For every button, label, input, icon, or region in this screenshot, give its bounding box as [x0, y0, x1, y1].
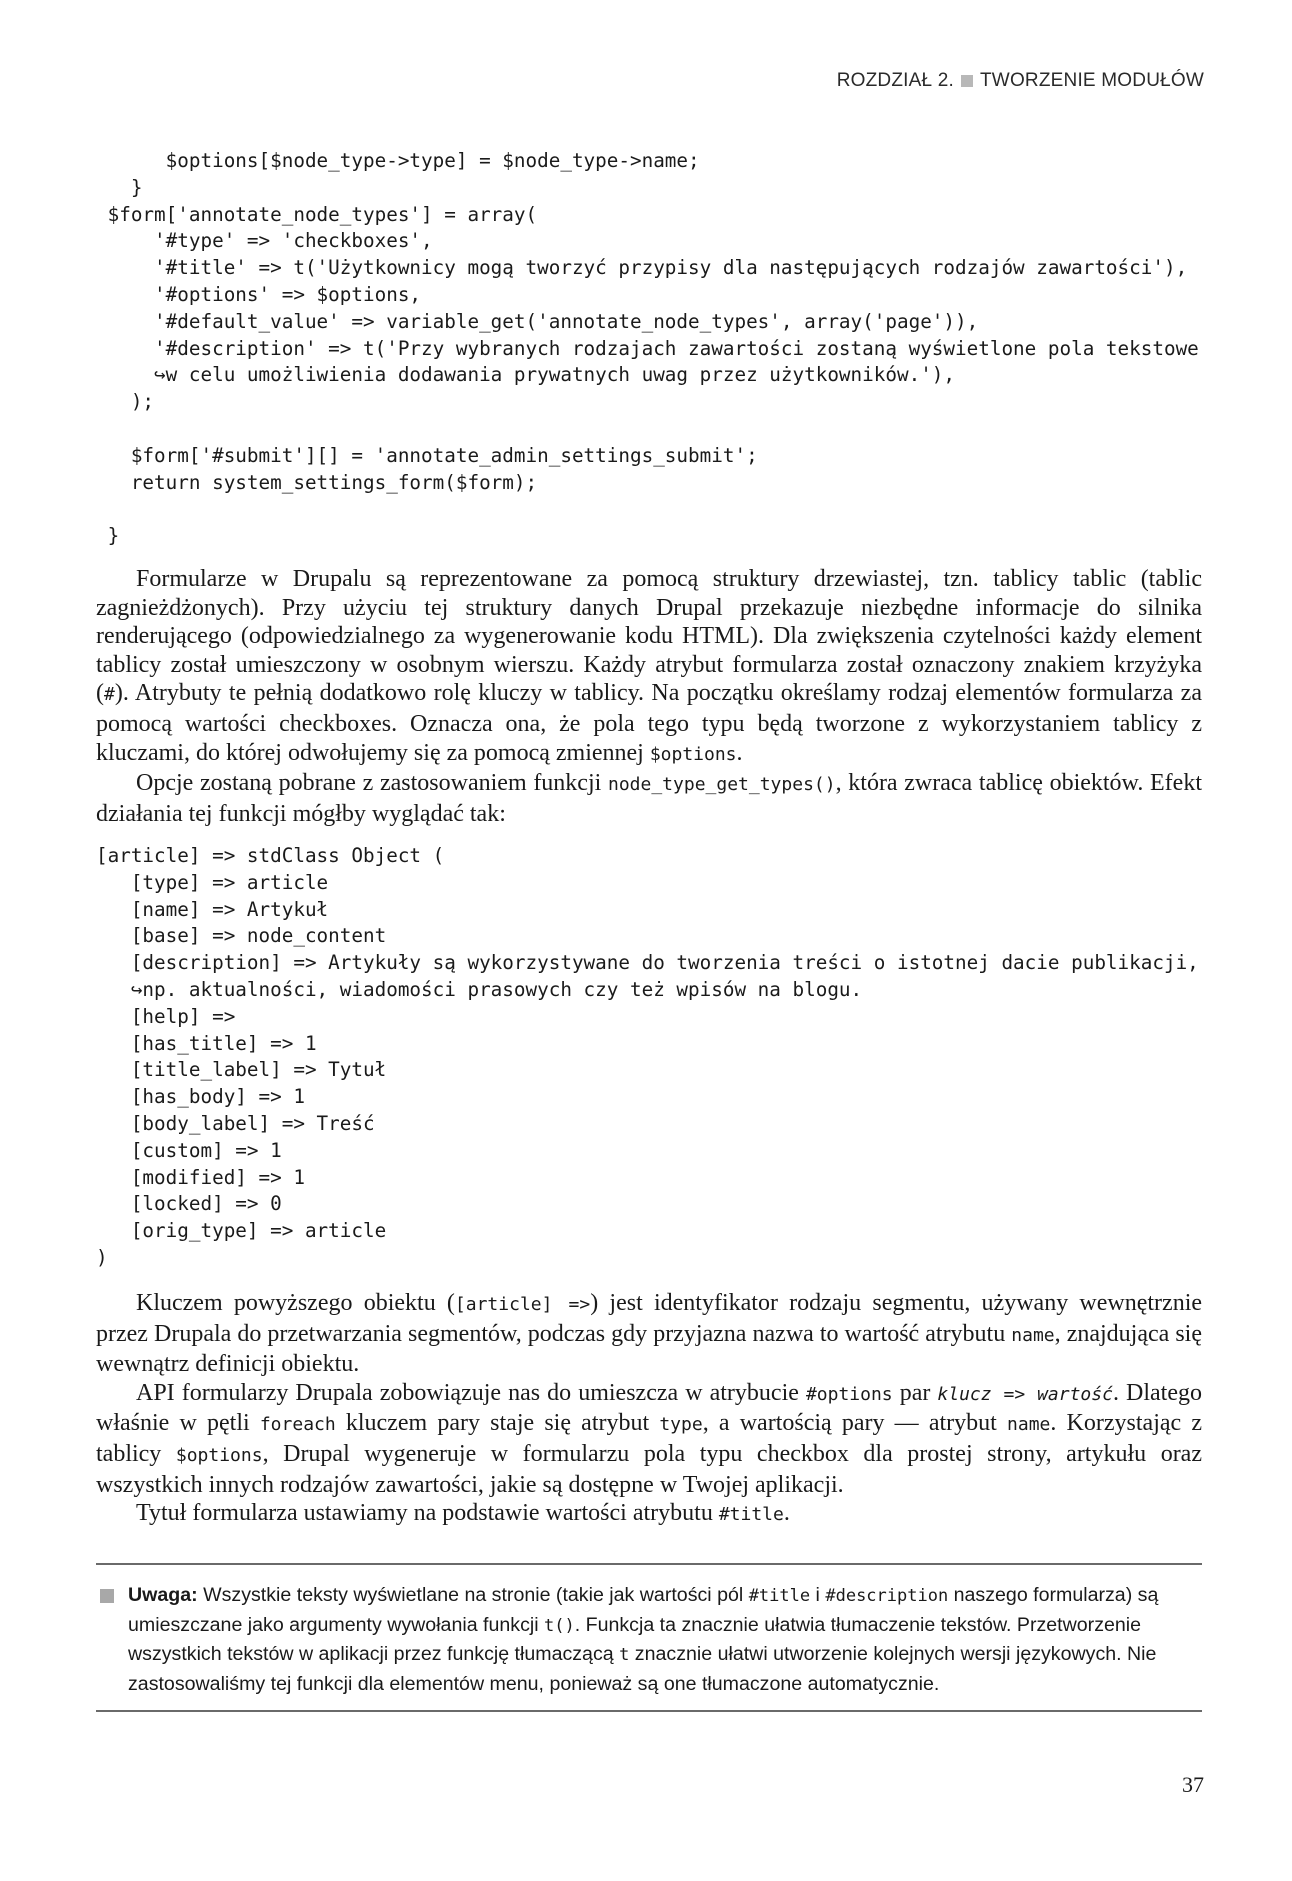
- paragraph: Opcje zostaną pobrane z zastosowaniem funkcji node_type_get_types(), która zwraca tablicę obiektów. Efekt działania tej funkcji mógłby wyglądać tak:: [96, 770, 1202, 827]
- paragraph: API formularzy Drupala zobowiązuje nas do umieszcza w atrybucie #options par klucz => wartość. Dlatego właśnie w pętli foreach kluczem pary staje się atrybut type, a wartością pary — atrybut name. Korzystając z tablicy $options, Drupal wygeneruje w formularzu pola typu checkbox dla prostej strony, artykułu oraz wszystkich innych rodzajów zawartości, jakie są dostępne w Twojej aplikacji.: [96, 1379, 1202, 1498]
- note-box: [96, 1581, 1202, 1698]
- paragraph: Kluczem powyższego obiektu ([article] =>) jest identyfikator rodzaju segmentu, używany wewnętrznie przez Drupala do przetwarzania segmentów, podczas gdy przyjazna nazwa to wartość atrybutu name, znajdująca się wewnątrz definicji obiektu.: [96, 1290, 1203, 1378]
- square-bullet-icon: [961, 75, 973, 87]
- chapter-label: ROZDZIAŁ 2.: [836, 70, 954, 91]
- body-text-2: [96, 1289, 1202, 1530]
- page-number: 37: [1182, 1772, 1204, 1797]
- note-bottom-rule: [96, 1710, 1202, 1712]
- paragraph: Tytuł formularza ustawiamy na podstawie wartości atrybutu #title.: [136, 1500, 790, 1527]
- running-header: [837, 70, 1204, 92]
- body-text-1: [96, 565, 1202, 828]
- paragraph: Formularze w Drupalu są reprezentowane za pomocą struktury drzewiastej, tzn. tablicy tablic (tablic zagnieżdżonych). Przy użyciu tej struktury danych Drupal przekazuje niezbędne informacje do silnika renderującego (odpowiedzialnego za wygenerowanie kodu HTML). Dla zwiększenia czytelności każdy element tablicy został umieszczony w osobnym wierszu. Każdy atrybut formularza został oznaczony znakiem krzyżyka (#). Atrybuty te pełnią dodatkowo rolę kluczy w tablicy. Na początku określamy rodzaj elementów formularza za pomocą wartości checkboxes. Oznacza ona, że pola tego typu będą tworzone z wykorzystaniem tablicy z kluczami, do której odwołujemy się za pomocą zmiennej $options.: [96, 566, 1202, 766]
- note-text: Uwaga: Wszystkie teksty wyświetlane na stronie (takie jak wartości pól #title i #description naszego formularza) są umieszczane jako argumenty wywołania funkcji t(). Funkcja ta znacznie ułatwia tłumaczenie tekstów. Przetworzenie wszystkich tekstów w aplikacji przez funkcję tłumaczącą t znacznie ułatwi utworzenie kolejnych wersji językowych. Nie zastosowaliśmy tej funkcji dla elementów menu, ponieważ są one tłumaczone automatycznie.: [128, 1584, 1159, 1695]
- chapter-title: TWORZENIE MODUŁÓW: [980, 70, 1204, 91]
- note-icon: [100, 1589, 114, 1603]
- note-top-rule: [96, 1563, 1202, 1565]
- note-label: Uwaga:: [128, 1584, 198, 1606]
- code-block-form-definition: $options[$node_type->type] = $node_type->name; } $form['annotate_node_types'] = array( '#type' => 'checkboxes', '#title' => t('Użytkownicy mogą tworzyć przypisy dla następujących rodzajów zawartości'), '#options' => $options, '#default_value' => variable_get('annotate_node_types', array('page')), '#description' => t('Przy wybranych rodzajach zawartości zostaną wyświetlone pola tekstowe ↪w celu umożliwienia dodawania prywatnych uwag przez użytkowników.'), ); $form['#submit'][] = 'annotate_admin_settings_submit'; return system_settings_form($form); }: [107, 149, 1199, 548]
- code-block-object-dump: [article] => stdClass Object ( [type] => article [name] => Artykuł [base] => node_content [description] => Artykuły są wykorzystywane do tworzenia treści o istotnej dacie publikacji, ↪np. aktualności, wiadomości prasowych czy też wpisów na blogu. [help] => [has_title] => 1 [title_label] => Tytuł [has_body] => 1 [body_label] => Treść [custom] => 1 [modified] => 1 [locked] => 0 [orig_type] => article ): [96, 844, 1199, 1269]
